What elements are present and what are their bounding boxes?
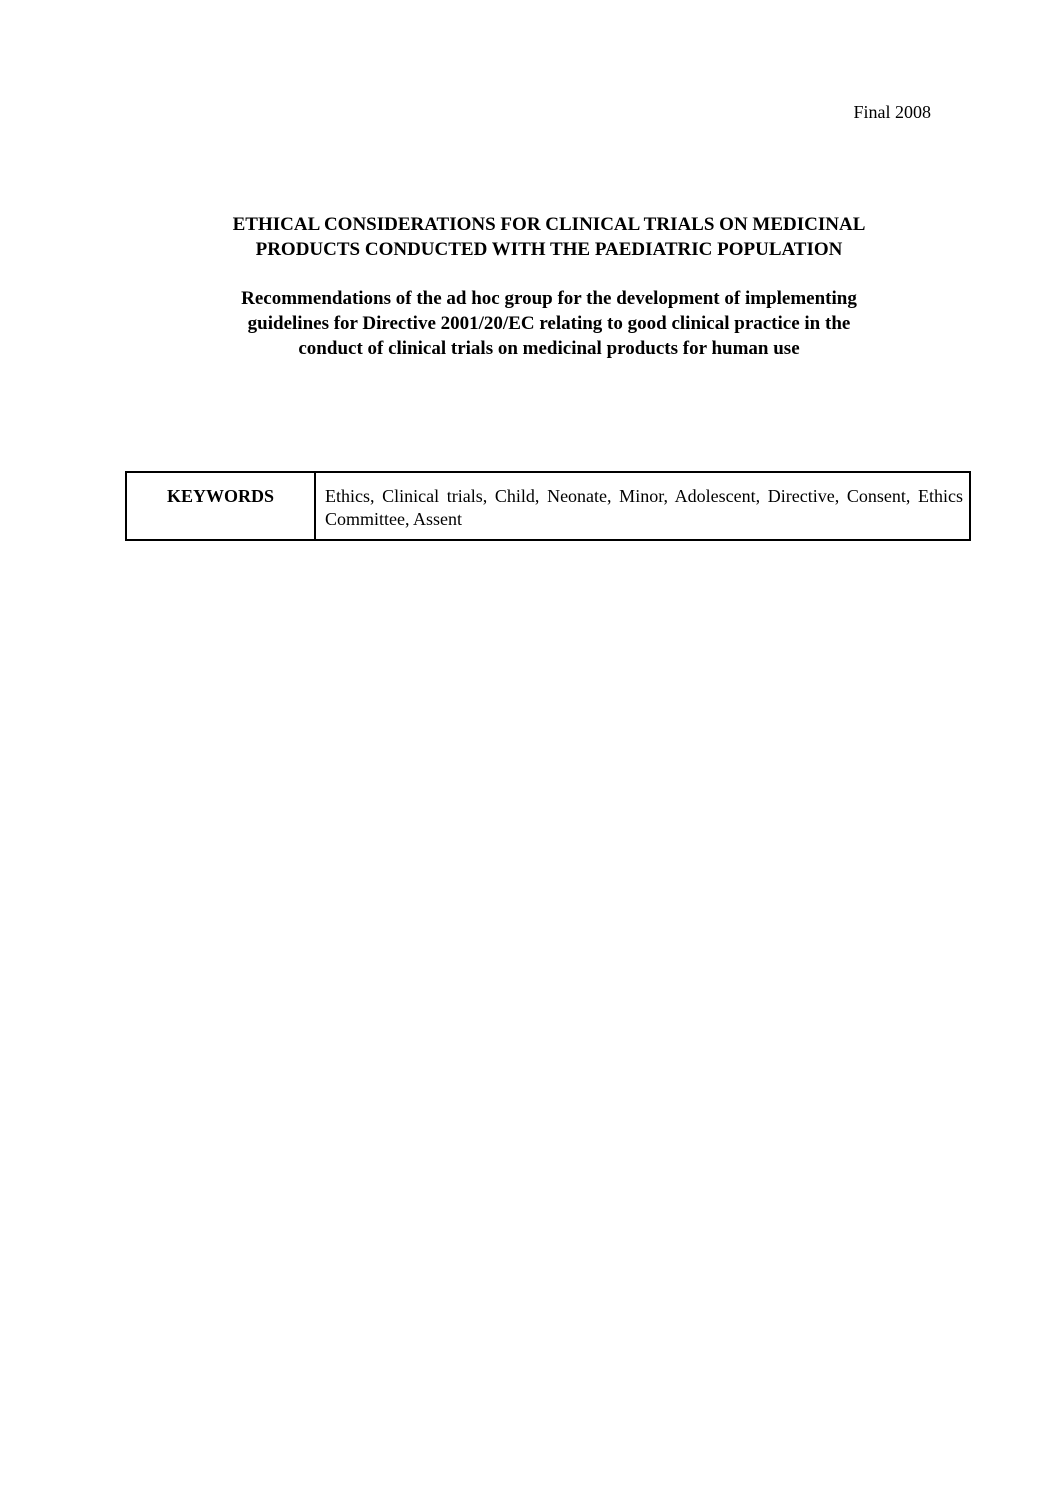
subtitle-line: conduct of clinical trials on medicinal products for human use bbox=[298, 338, 800, 359]
document-subtitle bbox=[126, 286, 972, 361]
keywords-values: Ethics, Clinical trials, Child, Neonate, Minor, Adolescent, Directive, Consent, Ethics Committee, Assent bbox=[325, 486, 963, 529]
subtitle-line: guidelines for Directive 2001/20/EC relating to good clinical practice in the bbox=[247, 313, 851, 334]
subtitle-line: Recommendations of the ad hoc group for the development of implementing bbox=[241, 288, 857, 309]
document-status: Final 2008 bbox=[853, 102, 931, 122]
title-line: ETHICAL CONSIDERATIONS FOR CLINICAL TRIALS ON MEDICINAL bbox=[232, 214, 866, 235]
keywords-label: KEYWORDS bbox=[127, 473, 316, 539]
document-title bbox=[126, 212, 972, 262]
title-line: PRODUCTS CONDUCTED WITH THE PAEDIATRIC POPULATION bbox=[255, 239, 843, 260]
keywords-table bbox=[125, 471, 971, 541]
